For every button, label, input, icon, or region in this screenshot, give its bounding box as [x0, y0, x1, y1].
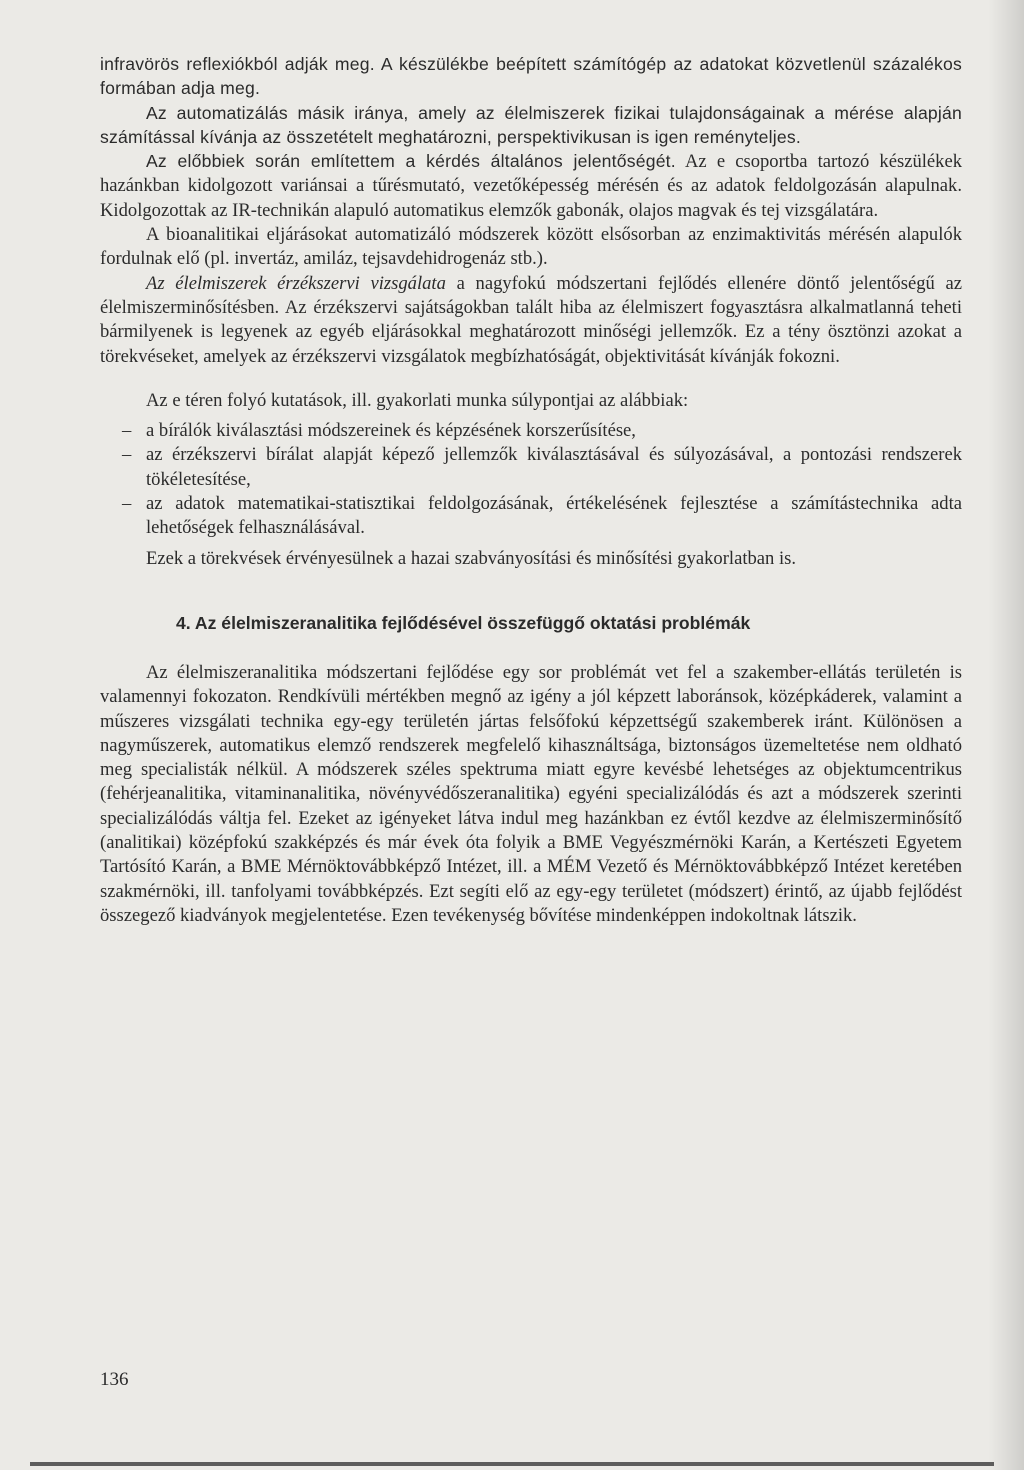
list-item: – a bírálók kiválasztási módszereinek és képzésének korszerűsítése,: [100, 419, 962, 443]
paragraph-automation: Az automatizálás másik iránya, amely az élelmiszerek fizikai tulajdonságainak a mérése alapján számítással kívánja az összetételt meghatározni, perspektivikusan is igen reményteljes.: [100, 102, 962, 147]
page-edge-shadow: [988, 0, 1024, 1470]
priority-list: [100, 419, 962, 540]
list-intro: Az e téren folyó kutatások, ill. gyakorlati munka súlypontjai az alábbiak:: [146, 389, 689, 411]
importance-rest: Az e csoportba tartozó készülékek hazánkban kidolgozott variánsai a tűrésmutató, vezetőképesség mérésén és az adatok feldolgozásán alapulnak. Kidolgozottak az IR-technikán alapuló automatikus elemzők gabonák, olajos magvak és tej vizsgálatára.: [100, 151, 963, 221]
paragraph-bioanalytics: A bioanalitikai eljárásokat automatizáló módszerek között elsősorban az enzimaktivitás mérésén alapulók fordulnak elő (pl. invertáz, amiláz, tejsavdehidrogenáz stb.).: [100, 224, 962, 270]
paragraph-continuation: infravörös reflexiókból adják meg. A készülékbe beépített számítógép az adatokat közvetlenül százalékos formában adja meg.: [100, 54, 962, 99]
page-number: 136: [100, 1369, 129, 1390]
sensory-text: a nagyfokú módszertani fejlődés ellenére döntő jelentőségű az élelmiszerminősítésben. Az érzékszervi sajátságokban talált hiba az élelmiszert fogyasztásra alkalmatlanná teheti bármilyenek is legyenek az egyéb eljárásokkal meghatározott minőségi jellemzők. Ez a tény ösztönzi azokat a törekvéseket, amelyek az érzékszervi vizsgálatok megbízhatóságát, objektivitását kívánják fokozni.: [100, 272, 962, 367]
paragraph-sensory: [100, 272, 962, 369]
importance-sentence: Az előbbiek során említettem a kérdés általános jelentőségét.: [146, 151, 676, 172]
page-bottom-edge: [30, 1462, 994, 1466]
sensory-italic-term: Az élelmiszerek érzékszervi vizsgálata: [146, 272, 446, 294]
list-item: – az érzékszervi bírálat alapját képező jellemzők kiválasztásával és súlyozásával, a pontozási rendszerek tökéletesítése,: [100, 443, 962, 492]
section-body: Az élelmiszeranalitika módszertani fejlődése egy sor problémát vet fel a szakember-ellátás területén is valamennyi fokozaton. Rendkívüli mértékben megnő az igény a jól képzett laboránsok, középkáderek, valamint a műszeres vizsgálati technika egy-egy területén jártas felsőfokú képzettségű szakemberek iránt. Különösen a nagyműszerek, automatikus elemző rendszerek megfelelő kihasználtsága, biztonságos üzemeltetése nem oldható meg specialisták nélkül. A módszerek széles spektruma miatt egyre kevésbé lehetséges az objektumcentrikus (fehérjeanalitika, vitaminanalitika, növényvédőszeranalitika) egyéni specializálódás és azt a módszerek szerinti specializálódás váltja fel. Ezeket az igényeket látva indul meg hazánkban ez évtől kezdve az élelmiszerminősítő (analitikai) középfokú szakképzés és már évek óta folyik a BME Vegyészmérnöki Karán, a Kertészeti Egyetem Tartósító Karán, a BME Mérnöktovábbképző Intézet, ill. a MÉM Vezető és Mérnöktovábbképző Intézet keretében szakmérnöki, ill. tanfolyami továbbképzés. Ezt segíti elő az egy-egy területet (módszert) érintő, az újabb fejlődést összegező kiadványok megjelentetése. Ezen tevékenység bővítése mindenképpen indokoltnak látszik.: [100, 661, 962, 926]
list-item: – az adatok matematikai-statisztikai feldolgozásának, értékelésének fejlesztése a számítástechnika adta lehetőségek felhasználásával.: [100, 492, 962, 541]
paragraph-importance: [100, 149, 962, 223]
section-heading: 4. Az élelmiszeranalitika fejlődésével összefüggő oktatási problémák: [176, 612, 751, 633]
list-outro: Ezek a törekvések érvényesülnek a hazai szabványosítási és minősítési gyakorlatban is.: [146, 547, 797, 569]
page-body: [100, 52, 962, 928]
